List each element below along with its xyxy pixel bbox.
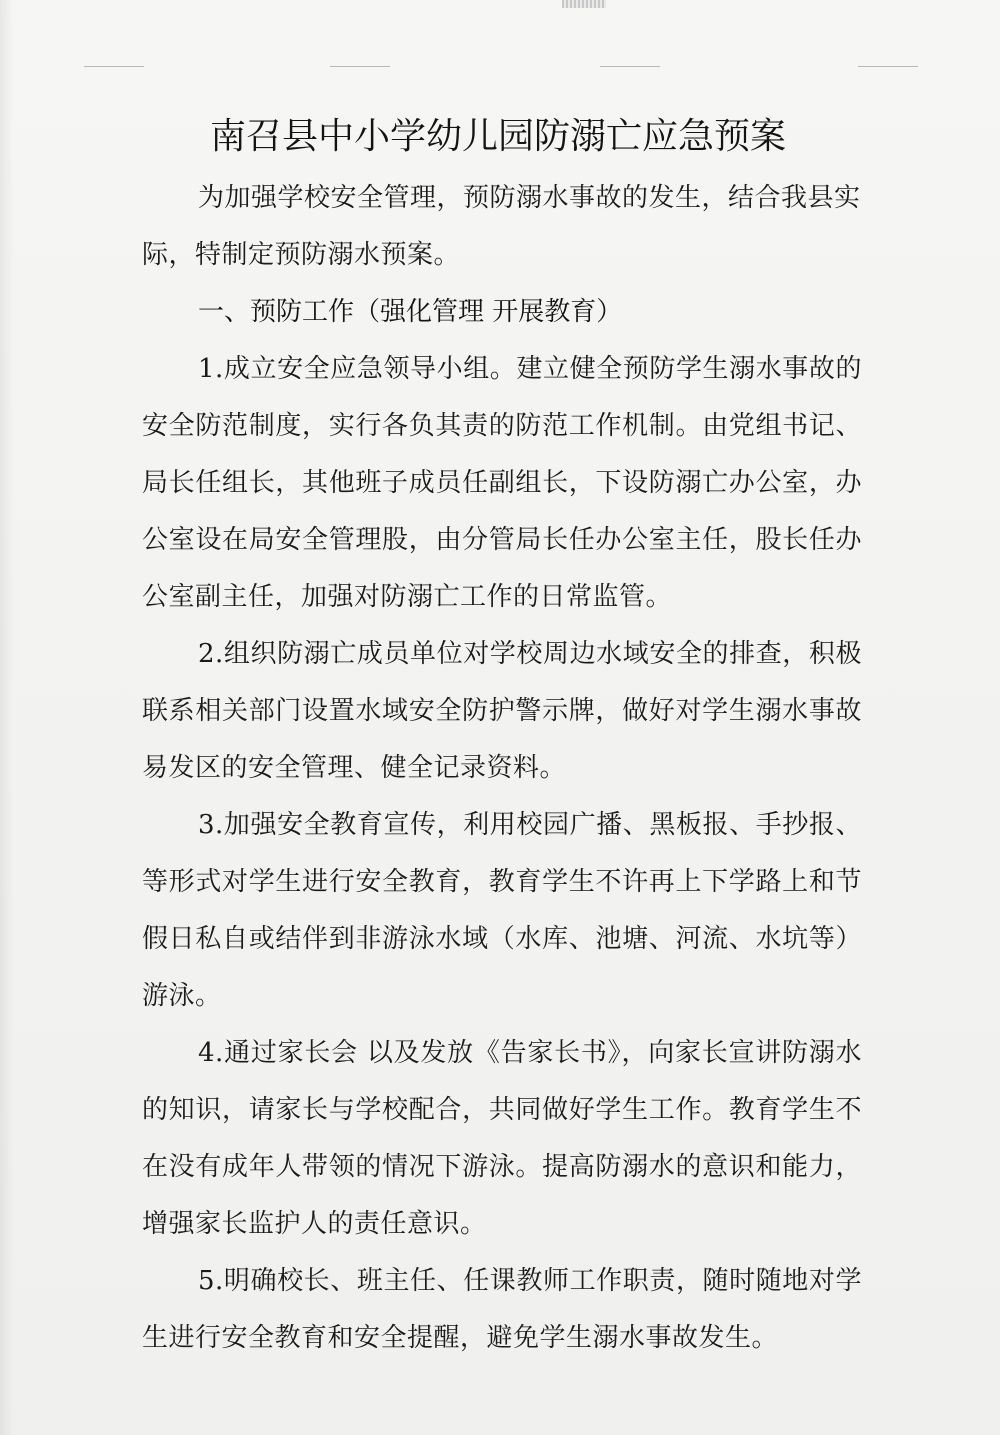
section-heading: 一、预防工作（强化管理 开展教育）	[198, 297, 623, 327]
header-rule	[858, 66, 918, 67]
header-rule	[84, 66, 144, 67]
document-body	[142, 112, 862, 1367]
list-item: 4.通过家长会 以及发放《告家长书》，向家长宣讲防溺水的知识，请家长与学校配合，共同做好学生工作。教育学生不在没有成年人带领的情况下游泳。提高防溺水的意识和能力，增强家长监护人的责任意识。	[142, 1038, 862, 1239]
page-edge-shadow	[0, 0, 14, 1435]
header-rule	[600, 66, 660, 67]
list-item: 5.明确校长、班主任、任课教师工作职责，随时随地对学生进行安全教育和安全提醒，避免学生溺水事故发生。	[142, 1266, 862, 1353]
document-title: 南召县中小学幼儿园防溺亡应急预案	[209, 116, 786, 157]
list-item: 1.成立安全应急领导小组。建立健全预防学生溺水事故的安全防范制度，实行各负其责的防范工作机制。由党组书记、局长任组长，其他班子成员任副组长，下设防溺亡办公室，办公室设在局安全管理股，由分管局长任办公室主任，股长任办公室副主任，加强对防溺亡工作的日常监管。	[142, 354, 862, 612]
list-item: 3.加强安全教育宣传，利用校园广播、黑板报、手抄报、等形式对学生进行安全教育，教育学生不许再上下学路上和节假日私自或结伴到非游泳水域（水库、池塘、河流、水坑等）游泳。	[142, 810, 862, 1011]
staple-mark	[562, 0, 606, 8]
list-item: 2.组织防溺亡成员单位对学校周边水域安全的排查，积极联系相关部门设置水域安全防护警示牌，做好对学生溺水事故易发区的安全管理、健全记录资料。	[142, 639, 862, 783]
intro-paragraph: 为加强学校安全管理，预防溺水事故的发生，结合我县实际，特制定预防溺水预案。	[142, 183, 861, 270]
header-rule	[330, 66, 390, 67]
